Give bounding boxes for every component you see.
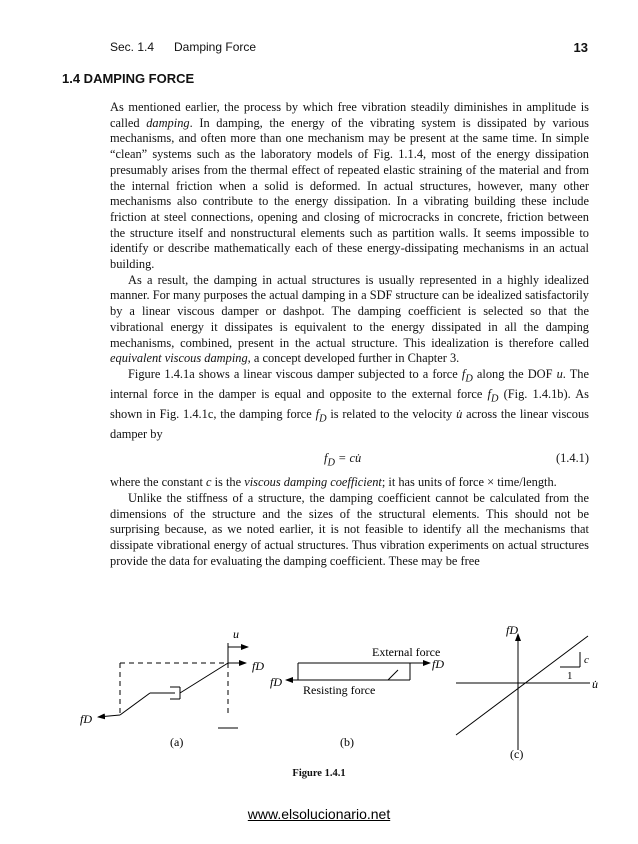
fig-a-u-label: u bbox=[233, 627, 239, 641]
figure-1-4-1 bbox=[0, 620, 638, 780]
paragraph: Unlike the stiffness of a structure, the damping coefficient cannot be calculated from the dimensions of the structure and the sizes of the structural elements. This should not be surprising because, as we noted earlier, it is not feasible to identify all the mechanisms that dissipate vibrational energy of actual structures. Thus vibration experiments on actual structures provide the data for evaluating the damping coefficient. These may be free bbox=[110, 490, 589, 568]
footer-link[interactable]: www.elsolucionario.net bbox=[247, 806, 391, 822]
fig-b-fd-right: fD bbox=[432, 657, 444, 671]
fig-b-resisting-label: Resisting force bbox=[303, 683, 376, 697]
fig-b-fd-left: fD bbox=[270, 675, 282, 689]
fig-c-caption: (c) bbox=[510, 747, 524, 761]
running-header bbox=[110, 40, 588, 56]
section-heading: 1.4 DAMPING FORCE bbox=[62, 71, 195, 86]
fig-b-caption: (b) bbox=[340, 735, 354, 749]
figure-drawing bbox=[0, 620, 638, 780]
fig-c-y-label: fD bbox=[506, 623, 518, 637]
fig-a-fd-right: fD bbox=[252, 659, 264, 673]
page-number: 13 bbox=[573, 40, 588, 55]
figure-c-graph bbox=[456, 634, 590, 750]
fig-b-external-label: External force bbox=[372, 645, 441, 659]
paragraph: where the constant c is the viscous damping coefficient; it has units of force × time/length. bbox=[110, 475, 557, 490]
paragraph: As mentioned earlier, the process by which free vibration steadily diminishes in amplitude is called damping. In damping, the energy of the vibrating system is dissipated by various mechanisms, and often more than one mechanism may be present at the same time. In simple “clean” systems such as the laboratory models of Fig. 1.1.4, most of the energy dissipation presumably arises from the thermal effect of repeated elastic straining of the material and from the internal friction when a solid is deformed. In actual structures, however, many other mechanisms also contribute to the energy dissipation. In a vibrating building these include friction at steel connections, opening and closing of microcracks in concrete, friction between the structure itself and nonstructural elements such as partition walls. It seems impossible to identify or describe mathematically each of these energy-dissipating mechanisms in an actual building. bbox=[110, 100, 589, 272]
figure-b-freebody bbox=[286, 663, 430, 680]
equation: $f_D$ = cu̇ bbox=[324, 451, 362, 469]
section-title: Damping Force bbox=[174, 40, 257, 54]
equation-number: (1.4.1) bbox=[555, 451, 589, 466]
section-number: Sec. 1.4 bbox=[110, 40, 155, 54]
fig-c-slope-label: c bbox=[584, 654, 589, 666]
figure-caption: Figure 1.4.1 bbox=[292, 768, 346, 779]
figure-a-damper bbox=[98, 643, 248, 728]
body-text bbox=[110, 100, 589, 569]
paragraph: As a result, the damping in actual structures is usually represented in a highly idealized manner. For many purposes the actual damping in a SDF structure can be idealized satisfactorily by a linear viscous damper or dashpot. The damping coefficient is selected so that the vibrational energy it dissipates is equivalent to the energy dissipated in all the damping mechanisms, combined, present in the actual structure. This idealization is therefore called equivalent viscous damping, a concept developed further in Chapter 3. bbox=[110, 272, 589, 366]
fig-c-slope-run: 1 bbox=[567, 670, 573, 682]
fig-c-x-label: u̇ bbox=[592, 677, 598, 691]
fig-a-caption: (a) bbox=[170, 735, 184, 749]
paragraph: Figure 1.4.1a shows a linear viscous damper subjected to a force $f_D$ along the DOF u. The internal force in the damper is equal and opposite to the external force $f_D$ (Fig. 1.4.1b). As shown in Fig. 1.4.1c, the damping force $f_D$ is related to the velocity u̇ across the linear viscous damper by bbox=[110, 366, 590, 442]
fig-a-fd-left: fD bbox=[80, 712, 92, 726]
equation-row bbox=[110, 443, 589, 475]
